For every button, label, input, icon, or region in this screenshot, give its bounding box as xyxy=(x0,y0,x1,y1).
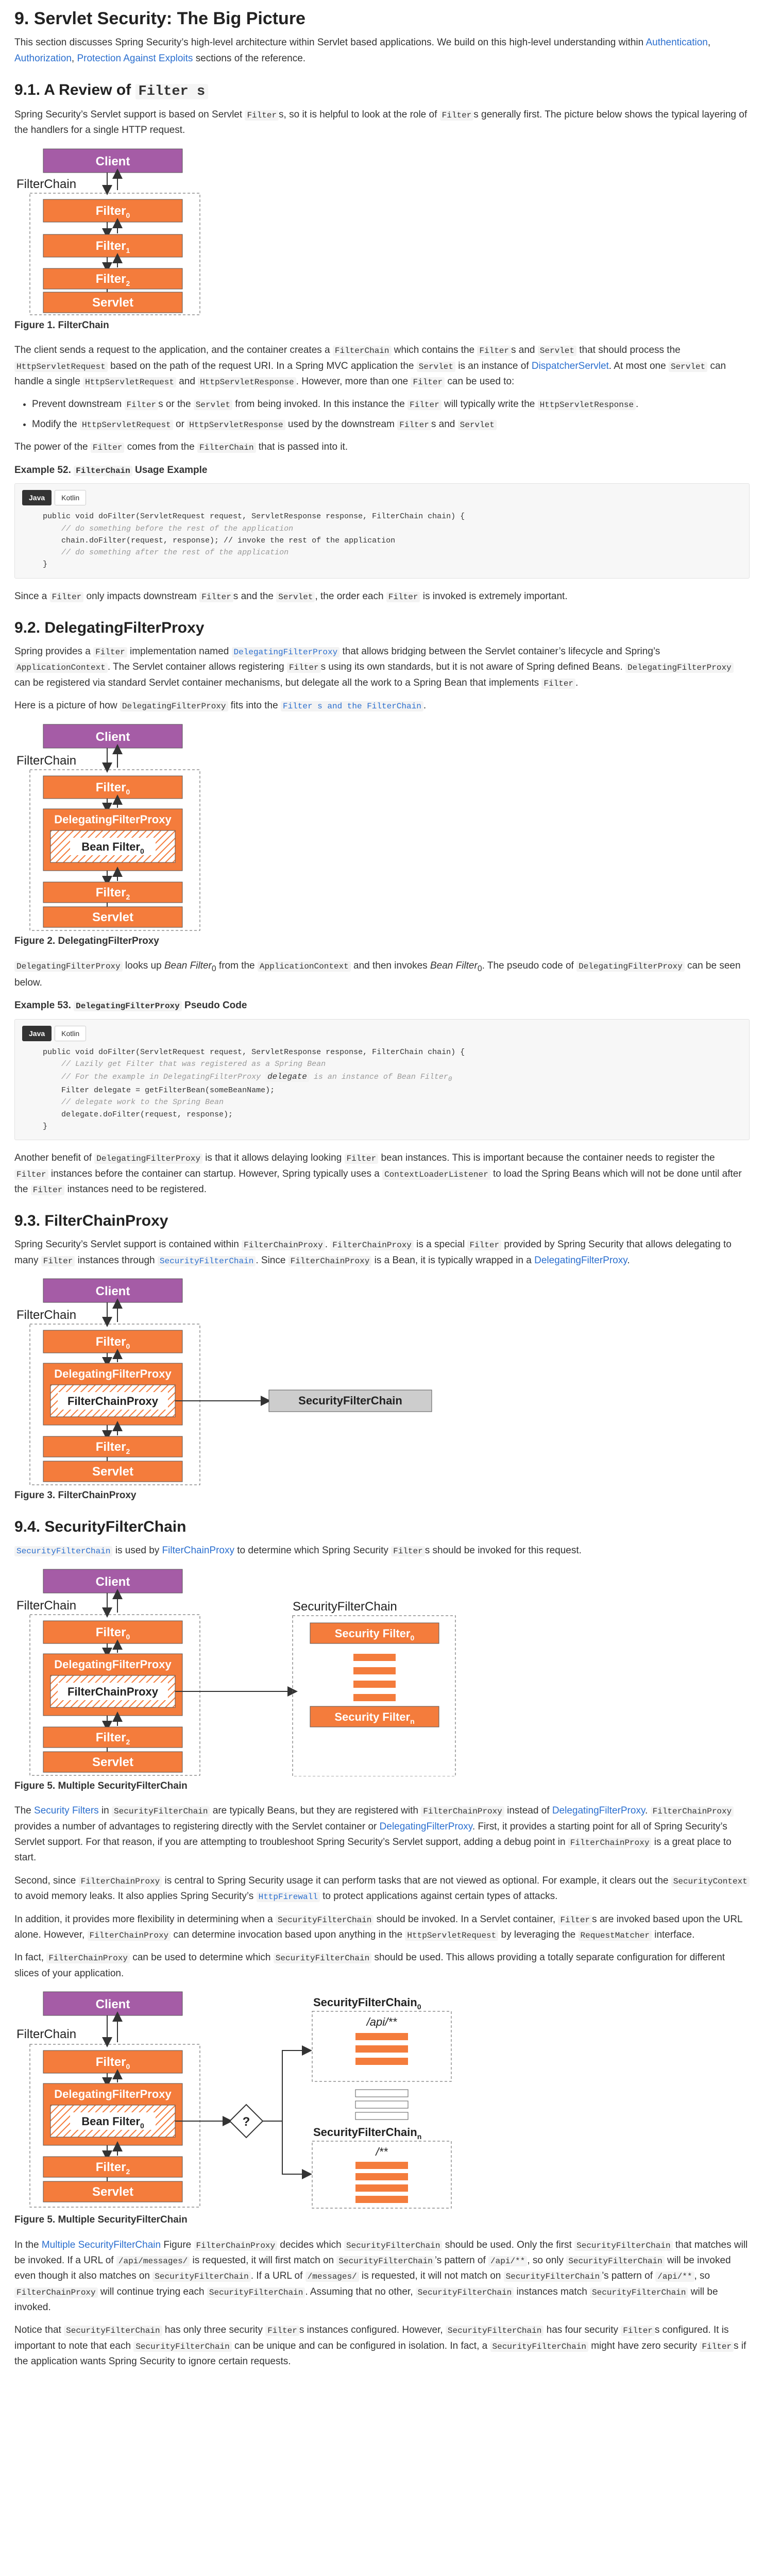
bullet-list xyxy=(32,397,750,432)
figure-securityfilterchain xyxy=(14,1566,530,1776)
figure-delegatingfilterproxy xyxy=(14,721,303,931)
svg-text:DelegatingFilterProxy: DelegatingFilterProxy xyxy=(54,1367,172,1381)
link-filters-filterchain[interactable]: Filter s and the FilterChain xyxy=(281,701,423,711)
svg-text:Bean Filter0: Bean Filter$_0$ xyxy=(81,840,144,855)
svg-text:FilterChainProxy: FilterChainProxy xyxy=(67,1685,159,1698)
page-title: 9. Servlet Security: The Big Picture xyxy=(14,9,305,28)
paragraph: Spring Security’s Servlet support is contained within FilterChainProxy . FilterChainProxy is a special Filter provided by Spring Security that allows delegating to many Filter instances through SecurityFilterChain . Since FilterChainProxy is a Bean, it is typically wrapped in a DelegatingFilterProxy. xyxy=(14,1239,732,1266)
section-title-review-filters: 9.1. A Review of Filter s xyxy=(14,80,750,101)
filterchainproxy-diagram xyxy=(14,1276,530,1486)
paragraph: In the Multiple SecurityFilterChain Figure FilterChainProxy decides which SecurityFilterChain should be used. Only the first SecurityFilterChain that matches will be invoked. If a URL of /api/messages/ is requested, it will first match on SecurityFilterChain ’s pattern of /api/** , so only SecurityFilterChain will be invoked even though it also matches on SecurityFilterChain . If a URL of /messages/ is requested, it will not match on SecurityFilterChain ’s pattern of /api/** , so FilterChainProxy will continue trying each SecurityFilterChain . Assuming that no other, SecurityFilterChain instances match SecurityFilterChain will be invoked. xyxy=(14,2239,748,2313)
list-item: • Prevent downstream Filter s or the Servlet from being invoked. In this instance the Filter will typically write the HttpServletResponse . xyxy=(32,397,750,412)
link-security-filters[interactable]: Security Filters xyxy=(34,1805,99,1817)
intro-paragraph: This section discusses Spring Security’s high-level architecture within Servlet based applications. We build on this high-level understanding within Authentication, Authorization, Protection Against Exploits sections of the reference. xyxy=(14,37,711,64)
section-title-filterchainproxy: 9.3. FilterChainProxy xyxy=(14,1212,168,1230)
tab-kotlin[interactable]: Kotlin xyxy=(55,1026,86,1041)
link-exploits[interactable]: Protection Against Exploits xyxy=(77,53,193,64)
svg-text:Filter0: Filter$_0$ xyxy=(95,780,130,796)
code-text: public void doFilter(ServletRequest request, ServletResponse response, FilterChain chain) { // Lazily get Filter that was registered as a Spring Bean // For the example in DelegatingFilterProxy delegate is an instance of Bean Filter$_0$ Filter delegate = getFilterBean(someBeanName); // delegate work to the Spring Bean delegate.doFilter(request, response); } xyxy=(43,1048,465,1131)
paragraph: Another benefit of DelegatingFilterProxy is that it allows delaying looking Filter bean instances. This is important because the container needs to register the Filter instances before the container can startup. However, Spring typically uses a ContextLoaderListener to load the Spring Beans which will not be done until after the Filter instances need to be registered. xyxy=(14,1153,742,1195)
paragraph: The client sends a request to the application, and the container creates a FilterChain which contains the Filter s and Servlet that should process the HttpServletRequest based on the path of the request URI. In a Spring MVC application the Servlet is an instance of DispatcherServlet. At most one Servlet can handle a single HttpServletRequest and HttpServletResponse . However, more than one Filter can be used to: xyxy=(14,345,726,387)
link-delegatingfilterproxy[interactable]: DelegatingFilterProxy xyxy=(552,1805,646,1817)
svg-text:Client: Client xyxy=(95,1997,130,2012)
svg-text:Filter2: Filter$_2$ xyxy=(95,1440,130,1456)
svg-text:Filter2: Filter$_2$ xyxy=(95,1730,130,1746)
svg-text:Servlet: Servlet xyxy=(92,910,134,924)
svg-text:Servlet: Servlet xyxy=(92,295,134,310)
svg-text:DelegatingFilterProxy: DelegatingFilterProxy xyxy=(54,2088,172,2101)
tab-java[interactable]: Java xyxy=(22,490,52,505)
paragraph: The Security Filters in SecurityFilterChain are typically Beans, but they are registered with FilterChainProxy instead of DelegatingFilterProxy. FilterChainProxy provides a number of advantages to registering directly with the Servlet container or DelegatingFilterProxy. First, it provides a starting point for all of Spring Security’s Servlet support. For that reason, if you are attempting to troubleshoot Spring Security’s Servlet support, adding a debug point in FilterChainProxy is a great place to start. xyxy=(14,1803,750,1866)
svg-text:Security Filtern: Security Filter$_n$ xyxy=(334,1710,415,1725)
svg-text:Filter2: Filter$_2$ xyxy=(95,2160,130,2176)
svg-text:Filter2: Filter$_2$ xyxy=(95,272,130,287)
paragraph: Since a Filter only impacts downstream Filter s and the Servlet , the order each Filter is invoked is extremely important. xyxy=(14,590,568,602)
link-authorization[interactable]: Authorization xyxy=(14,53,72,64)
paragraph: Spring provides a Filter implementation named DelegatingFilterProxy that allows bridging between the Servlet container’s lifecycle and Spring’s ApplicationContext . The Servlet container allows registering Filter s using its own standards, but it is not aware of Spring defined Beans. DelegatingFilterProxy can be registered via standard Servlet container mechanisms, but delegate all the work to a Spring Bean that implements Filter . xyxy=(14,644,750,691)
paragraph: SecurityFilterChain is used by FilterChainProxy to determine which Spring Security Filter s should be invoked for this request. xyxy=(14,1543,750,1558)
filterchain-label: FilterChain xyxy=(16,177,77,191)
paragraph: DelegatingFilterProxy looks up Bean Filter$_0$ from the ApplicationContext and then invokes Bean Filter$_0$. The pseudo code of DelegatingFilterProxy can be seen below. xyxy=(14,960,741,989)
figure-caption: Figure 3. FilterChainProxy xyxy=(14,1490,137,1501)
svg-text:FilterChain: FilterChain xyxy=(16,2027,77,2042)
svg-text:DelegatingFilterProxy: DelegatingFilterProxy xyxy=(54,1657,172,1671)
svg-text:Servlet: Servlet xyxy=(92,1755,134,1769)
figure-caption: Figure 1. FilterChain xyxy=(14,319,109,331)
paragraph: Notice that SecurityFilterChain has only three security Filter s instances configured. However, SecurityFilterChain has four security Filter s configured. It is important to note that each SecurityFilterChain can be unique and can be configured in isolation. In fact, a SecurityFilterChain might have zero security Filter s if the application wants Spring Security to ignore certain requests. xyxy=(14,2325,746,2367)
svg-text:Security Filter0: Security Filter$_0$ xyxy=(334,1626,415,1642)
svg-text:Client: Client xyxy=(95,1574,130,1589)
link-delegatingfilterproxy[interactable]: DelegatingFilterProxy xyxy=(534,1255,627,1266)
link-securityfilterchain[interactable]: SecurityFilterChain xyxy=(158,1256,256,1266)
filterchain-diagram xyxy=(14,146,303,316)
link-authentication[interactable]: Authentication xyxy=(646,37,708,48)
paragraph: The power of the Filter comes from the FilterChain that is passed into it. xyxy=(14,442,348,453)
svg-text:Bean Filter0: Bean Filter$_0$ xyxy=(81,2115,144,2130)
figure-caption: Figure 5. Multiple SecurityFilterChain xyxy=(14,2214,188,2226)
svg-text:FilterChainProxy: FilterChainProxy xyxy=(67,1395,159,1408)
list-item: • Modify the HttpServletRequest or HttpServletResponse used by the downstream Filter s and Servlet xyxy=(32,417,750,432)
svg-text:/**: /** xyxy=(376,2145,388,2159)
svg-text:Client: Client xyxy=(95,1284,130,1299)
link-delegatingfilterproxy[interactable]: DelegatingFilterProxy xyxy=(379,1821,472,1832)
link-securityfilterchain[interactable]: SecurityFilterChain xyxy=(14,1546,112,1556)
svg-text:Filter2: Filter$_2$ xyxy=(95,885,130,901)
paragraph: In fact, FilterChainProxy can be used to determine which SecurityFilterChain should be used. This allows providing a totally separate configuration for different slices of your application. xyxy=(14,1952,725,1979)
example-title: Example 53. DelegatingFilterProxy Pseudo Code xyxy=(14,1000,247,1011)
svg-text:SecurityFilterChain0: SecurityFilterChain$_0$ xyxy=(313,1996,421,2011)
code-block xyxy=(14,483,750,579)
securityfilterchain-diagram xyxy=(14,1566,530,1776)
paragraph: In addition, it provides more flexibility in determining when a SecurityFilterChain should be invoked. In a Servlet container, Filter s are invoked based upon the URL alone. However, FilterChainProxy can determine invocation based upon anything in the HttpServletRequest by leveraging the RequestMatcher interface. xyxy=(14,1913,742,1940)
figure-filterchain xyxy=(14,146,303,316)
link-httpfirewall[interactable]: HttpFirewall xyxy=(257,1892,320,1902)
tab-kotlin[interactable]: Kotlin xyxy=(55,490,86,505)
delegatingfilterproxy-diagram xyxy=(14,721,303,931)
client-label: Client xyxy=(95,154,130,168)
figure-multiple-securityfilterchain xyxy=(14,1989,530,2210)
svg-text:FilterChain: FilterChain xyxy=(16,753,77,768)
section-title-delegatingfilterproxy: 9.2. DelegatingFilterProxy xyxy=(14,619,205,636)
multiple-securityfilterchain-diagram xyxy=(14,1989,530,2210)
paragraph: Second, since FilterChainProxy is central to Spring Security usage it can perform tasks that are not viewed as optional. For example, it clears out the SecurityContext to avoid memory leaks. It also applies Spring Security’s HttpFirewall to protect applications against certain types of attacks. xyxy=(14,1873,750,1905)
svg-text:DelegatingFilterProxy: DelegatingFilterProxy xyxy=(54,812,172,826)
svg-text:FilterChain: FilterChain xyxy=(16,1598,77,1613)
tab-java[interactable]: Java xyxy=(22,1026,52,1041)
svg-text:Client: Client xyxy=(95,730,130,744)
svg-text:FilterChain: FilterChain xyxy=(16,1308,77,1323)
code-text: public void doFilter(ServletRequest request, ServletResponse response, FilterChain chain) { // do something before the rest of the application chain.doFilter(request, response); // invoke the rest of the application // do something after the rest of the application } xyxy=(43,512,465,569)
link-dispatcherservlet[interactable]: DispatcherServlet xyxy=(531,360,609,371)
svg-text:Servlet: Servlet xyxy=(92,2185,134,2199)
language-tabs xyxy=(22,490,742,505)
link-filterchainproxy[interactable]: FilterChainProxy xyxy=(162,1545,234,1556)
svg-text:?: ? xyxy=(242,2115,250,2129)
paragraph: Here is a picture of how DelegatingFilterProxy fits into the Filter s and the FilterChain . xyxy=(14,700,427,711)
figure-filterchainproxy xyxy=(14,1276,530,1486)
svg-text:Filter0: Filter$_0$ xyxy=(95,204,130,219)
svg-text:Filter0: Filter$_0$ xyxy=(95,1625,130,1641)
svg-text:Filter0: Filter$_0$ xyxy=(95,2055,130,2071)
svg-text:Filter1: Filter$_1$ xyxy=(95,239,130,255)
link-multiple-securityfilterchain[interactable]: Multiple SecurityFilterChain xyxy=(41,2239,161,2250)
paragraph: Spring Security’s Servlet support is based on Servlet Filter s, so it is helpful to look at the role of Filter s generally first. The picture below shows the typical layering of the handlers for a single HTTP request. xyxy=(14,109,748,136)
svg-text:Servlet: Servlet xyxy=(92,1465,134,1479)
link-delegatingfilterproxy[interactable]: DelegatingFilterProxy xyxy=(232,647,340,657)
figure-caption: Figure 5. Multiple SecurityFilterChain xyxy=(14,1780,188,1791)
example-title: Example 52. FilterChain Usage Example xyxy=(14,464,208,476)
section-title-securityfilterchain: 9.4. SecurityFilterChain xyxy=(14,1518,186,1536)
svg-text:SecurityFilterChainn: SecurityFilterChain$_n$ xyxy=(313,2126,422,2141)
svg-text:/api/**: /api/** xyxy=(366,2015,397,2029)
language-tabs xyxy=(22,1026,742,1041)
figure-caption: Figure 2. DelegatingFilterProxy xyxy=(14,935,159,946)
svg-text:SecurityFilterChain: SecurityFilterChain xyxy=(293,1599,397,1614)
svg-text:SecurityFilterChain: SecurityFilterChain xyxy=(298,1394,402,1408)
svg-text:Filter0: Filter$_0$ xyxy=(95,1335,130,1351)
code-block xyxy=(14,1019,750,1140)
